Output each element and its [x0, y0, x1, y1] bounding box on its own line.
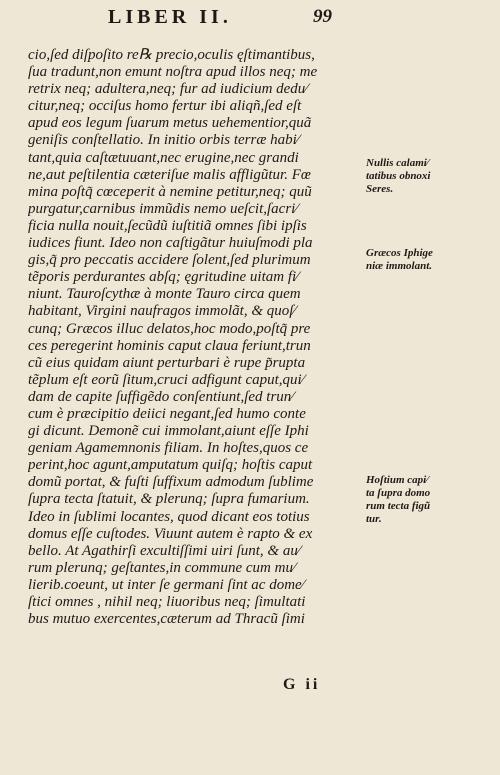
text-line: rum plerunq; geſtantes,in commune cum mu⁄ — [28, 559, 296, 576]
text-line: gis,q̃ pro peccatis accidere ſolent,ſed plurimum — [28, 252, 311, 269]
text-line: tẽporis perdurantes abſq; ęgritudine uitam fi⁄ — [28, 269, 299, 286]
main-text-block — [28, 47, 368, 628]
text-line: geniam Agamemnonis filiam. In hoſtes,quos ce — [28, 440, 309, 457]
margin-note-line: Græcos Iphige — [366, 247, 433, 259]
text-line: lierib.coeunt, ut inter ſe germani ſint ac dome⁄ — [28, 576, 305, 593]
page-number: 99 — [313, 6, 332, 27]
text-line: Ideo in ſublimi locantes, quod dicant eos totius — [28, 508, 310, 525]
text-line: ne,aut peſtilentia cæteriſue malis affligũtur. Fœ — [28, 166, 311, 183]
text-line: cio,ſed diſpoſito re℞ precio,oculis ęſtimantibus, — [28, 47, 315, 63]
text-line: ficia nulla nouit,ſecũdũ iuſtitiã omnes ſibi ipſis — [28, 217, 307, 234]
text-line: iudices fiunt. Ideo non caſtigãtur huiuſmodi pla — [28, 235, 313, 252]
text-line: cum è præcipitio deiici negant,ſed humo conte — [28, 405, 306, 422]
text-line: domus eſſe cuſtodes. Viuunt autem è rapto & ex — [28, 525, 313, 542]
text-line: perint,hoc agunt,amputatum quiſq; hoſtis caput — [28, 457, 313, 474]
signature-mark: G ii — [283, 676, 321, 693]
text-line: ſupra tecta ſtatuit, & plerunq; ſupra fumarium. — [28, 491, 310, 508]
margin-note-line: ta ſupra domo — [366, 487, 431, 499]
text-line: gi dicunt. Demonẽ cui immolant,aiunt eſſe Iphi — [28, 423, 309, 440]
text-line: ſua tradunt,non emunt noſtra apud illos neq; me — [28, 64, 318, 81]
margin-note-line: Hoſtium capi⁄ — [366, 474, 429, 486]
text-line: tẽplum eſt eorũ ſitum,cruci adfigunt caput,qui⁄ — [28, 371, 305, 388]
text-line: niunt. Tauroſcythæ à monte Tauro circa quem — [28, 286, 301, 303]
text-line: habitant, Virgini naufragos immolãt, & quoſ⁄ — [28, 303, 296, 320]
text-line: citur,neq; occiſus homo fertur ibi aliqñ,ſed eſt — [28, 98, 302, 115]
margin-note-line: Seres. — [366, 183, 394, 195]
margin-note-line: rum tecta figũ — [366, 500, 431, 512]
text-line: apud eos legum ſuarum metus uehementior,quã — [28, 115, 312, 132]
text-line: domũ portat, & fuſti ſuffixum admodum ſublime — [28, 474, 314, 491]
text-line: purgatur,carnibus immũdis nemo ueſcit,ſacri⁄ — [28, 200, 298, 217]
margin-note — [366, 474, 486, 526]
page-header — [0, 4, 500, 34]
margin-note-line: tur. — [366, 513, 382, 525]
text-line: mina poſtq̃ cœceperit à nemine petitur,neq; quũ — [28, 183, 312, 200]
text-line: bello. At Agathirſi excultiſſimi uiri ſunt, & au⁄ — [28, 542, 301, 559]
text-line: ces peregerint hominis caput claua feriunt,trun — [28, 337, 311, 354]
text-line: retrix neq; adultera,neq; fur ad iudicium dedu⁄ — [28, 81, 308, 98]
text-line: dam de capite ſuffigẽdo conſentiunt,ſed trun⁄ — [28, 388, 294, 405]
text-line: geniſis conſtellatio. In initio orbis terræ habi⁄ — [28, 132, 300, 149]
margin-note-line: Nullis calami⁄ — [366, 157, 429, 169]
margin-note — [366, 247, 486, 273]
margin-note — [366, 157, 486, 196]
running-title: LIBER II. — [108, 6, 232, 28]
text-line: ſtici omnes , nihil neq; liuoribus neq; ſimultati — [28, 594, 306, 610]
text-line: bus mutuo exercentes,cæterum ad Thracũ ſimi — [28, 611, 305, 628]
text-line: cunq; Græcos illuc delatos,hoc modo,poſtq̃ pre — [28, 320, 311, 337]
margin-note-line: tatibus obnoxi — [366, 170, 431, 182]
text-line: tant,quia caſtætuuant,nec erugine,nec grandi — [28, 149, 299, 166]
margin-note-line: niæ immolant. — [366, 260, 433, 272]
text-line: cũ eius quidam aiunt perturbari è rupe p̃rupta — [28, 354, 306, 371]
